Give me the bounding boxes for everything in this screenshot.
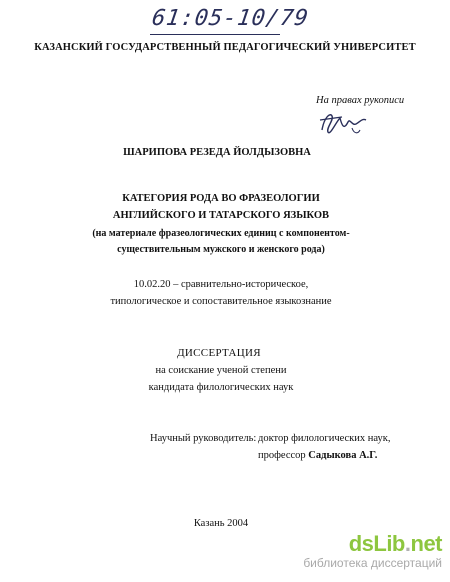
supervisor-label: Научный руководитель: <box>150 433 257 444</box>
watermark-brand-main: dsLib <box>348 531 405 556</box>
title-line-1: КАТЕГОРИЯ РОДА ВО ФРАЗЕОЛОГИИ <box>122 193 320 204</box>
university-name: КАЗАНСКИЙ ГОСУДАРСТВЕННЫЙ ПЕДАГОГИЧЕСКИЙ УНИВЕРСИТЕТ <box>34 42 416 53</box>
specialty-line-1: 10.02.20 – сравнительно-историческое, <box>133 279 309 290</box>
handwritten-underline <box>150 34 280 35</box>
watermark-logo[interactable] <box>303 532 442 556</box>
subtitle-line-1: (на материале фразеологических единиц с компонентом- <box>92 228 350 239</box>
rights-notice: На правах рукописи <box>316 95 405 106</box>
author-name: ШАРИПОВА РЕЗЕДА ЙОЛДЫЗОВНА <box>123 147 311 158</box>
degree-line-2: кандидата филологических наук <box>148 382 294 393</box>
supervisor-name: Садыкова А.Г. <box>308 450 378 461</box>
signature-icon <box>316 108 376 138</box>
signature <box>316 108 376 143</box>
title-line-2: АНГЛИЙСКОГО И ТАТАРСКОГО ЯЗЫКОВ <box>112 210 330 221</box>
supervisor-rank: профессор <box>258 450 306 461</box>
supervisor-rank-name <box>258 450 377 461</box>
watermark[interactable] <box>303 532 442 570</box>
watermark-brand-tld: net <box>410 531 442 556</box>
supervisor-degree: доктор филологических наук, <box>258 433 391 444</box>
watermark-tagline: библиотека диссертаций <box>303 556 442 570</box>
watermark-brand-dot: . <box>404 531 411 556</box>
archive-code-handwritten: 61:05-10/79 <box>150 6 311 31</box>
specialty-line-2: типологическое и сопоставительное языкознание <box>110 296 332 307</box>
city-year: Казань 2004 <box>193 518 249 529</box>
degree-line-1: на соискание ученой степени <box>155 365 287 376</box>
subtitle-line-2: существительным мужского и женского рода) <box>117 244 325 255</box>
dissertation-heading: ДИССЕРТАЦИЯ <box>177 347 261 359</box>
